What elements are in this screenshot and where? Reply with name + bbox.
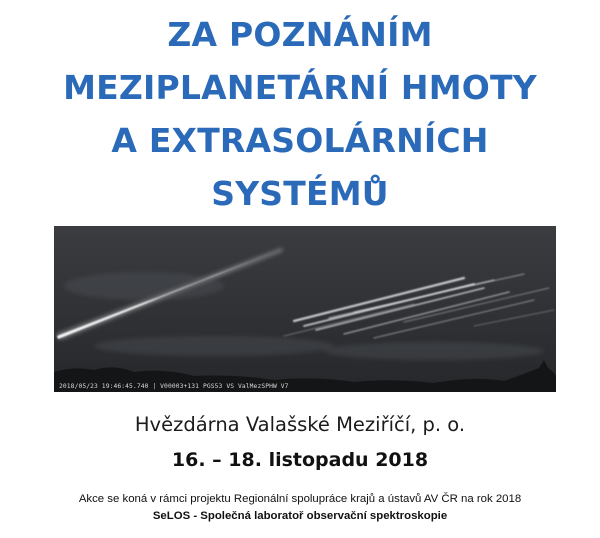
title-line-2: MEZIPLANETÁRNÍ HMOTY <box>63 68 537 107</box>
meteor-photo-image <box>54 226 556 392</box>
project-note: Akce se koná v rámci projektu Regionální spolupráce krajů a ústavů AV ČR na rok 2018 <box>78 493 522 505</box>
meteor-photo <box>54 226 556 392</box>
poster-title <box>0 8 600 220</box>
title-line-1: ZA POZNÁNÍM <box>167 15 433 54</box>
title-line-4: SYSTÉMŮ <box>211 174 389 213</box>
title-line-3: A EXTRASOLÁRNÍCH <box>111 121 489 160</box>
organizer-name: Hvězdárna Valašské Meziříčí, p. o. <box>134 413 466 436</box>
camera-timestamp: 2018/05/23 19:46:45.740 | V00003+131 PGS53 VS ValMezSPHW V7 <box>59 383 289 390</box>
lab-name: SeLOS - Společná laboratoř observační spektroskopie <box>152 510 448 522</box>
event-date: 16. – 18. listopadu 2018 <box>171 449 429 471</box>
